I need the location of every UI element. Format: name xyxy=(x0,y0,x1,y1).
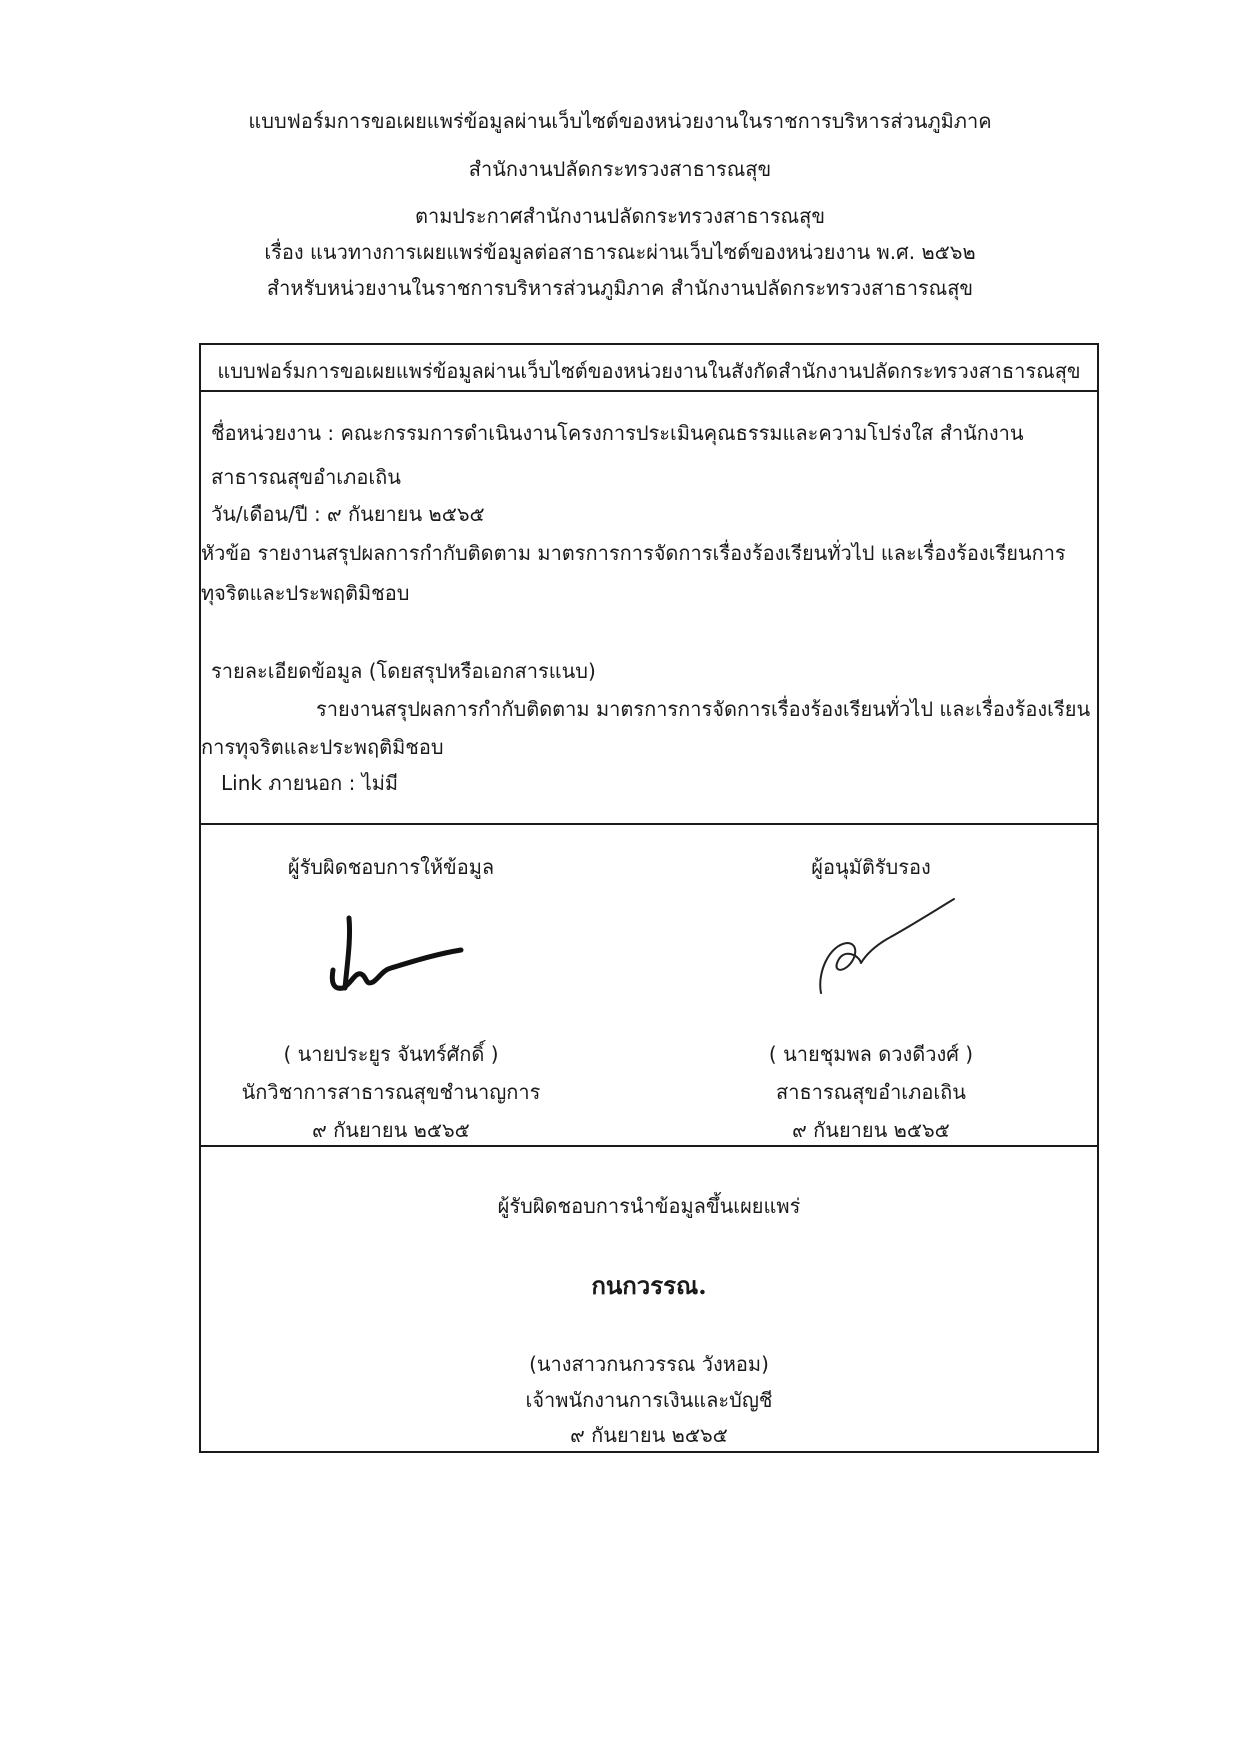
header-line-5: สำหรับหน่วยงานในราชการบริหารส่วนภูมิภาค สำนักงานปลัดกระทรวงสาธารณสุข xyxy=(266,276,974,300)
publisher-signature: กนกวรรณ. xyxy=(591,1271,707,1300)
approver-date: ๙ กันยายน ๒๕๖๕ xyxy=(792,1118,950,1142)
divider xyxy=(201,390,1097,392)
link-line: Link ภายนอก : ไม่มี xyxy=(221,771,399,795)
detail-line-2: การทุจริตและประพฤติมิชอบ xyxy=(201,735,444,759)
provider-position: นักวิชาการสาธารณสุขชำนาญการ xyxy=(241,1080,541,1104)
header-line-1: แบบฟอร์มการขอเผยแพร่ข้อมูลผ่านเว็บไซต์ของหน่วยงานในราชการบริหารส่วนภูมิภาค xyxy=(248,109,992,133)
publisher-position: เจ้าพนักงานการเงินและบัญชี xyxy=(525,1388,773,1412)
topic-line-2: ทุจริตและประพฤติมิชอบ xyxy=(201,581,410,605)
approver-signature-icon xyxy=(809,893,959,1003)
provider-role: ผู้รับผิดชอบการให้ข้อมูล xyxy=(287,855,495,879)
approver-position: สาธารณสุขอำเภอเถิน xyxy=(776,1080,966,1104)
form-title: แบบฟอร์มการขอเผยแพร่ข้อมูลผ่านเว็บไซต์ของหน่วยงานในสังกัดสำนักงานปลัดกระทรวงสาธารณสุข xyxy=(217,359,1081,383)
detail-line-1: รายงานสรุปผลการกำกับติดตาม มาตรการการจัดการเรื่องร้องเรียนทั่วไป และเรื่องร้องเรียน xyxy=(316,697,1091,721)
topic-line-1: หัวข้อ รายงานสรุปผลการกำกับติดตาม มาตรการการจัดการเรื่องร้องเรียนทั่วไป และเรื่องร้องเรียนการ xyxy=(201,541,1066,565)
divider xyxy=(201,823,1097,825)
divider xyxy=(201,1145,1097,1147)
publisher-name: (นางสาวกนกวรรณ วังหอม) xyxy=(529,1352,769,1376)
header-line-2: สำนักงานปลัดกระทรวงสาธารณสุข xyxy=(468,157,772,181)
date-line: วัน/เดือน/ปี : ๙ กันยายน ๒๕๖๕ xyxy=(211,502,485,526)
detail-label: รายละเอียดข้อมูล (โดยสรุปหรือเอกสารแนบ) xyxy=(211,659,596,683)
approver-name: ( นายชุมพล ดวงดีวงศ์ ) xyxy=(768,1042,974,1066)
provider-name: ( นายประยูร จันทร์ศักดิ์ ) xyxy=(283,1042,499,1066)
provider-date: ๙ กันยายน ๒๕๖๕ xyxy=(312,1118,470,1142)
provider-signature-icon xyxy=(321,910,471,1000)
publisher-date: ๙ กันยายน ๒๕๖๕ xyxy=(570,1423,728,1447)
header-line-4: เรื่อง แนวทางการเผยแพร่ข้อมูลต่อสาธารณะผ่านเว็บไซต์ของหน่วยงาน พ.ศ. ๒๕๖๒ xyxy=(264,240,976,264)
agency-line-2: สาธารณสุขอำเภอเถิน xyxy=(211,465,401,489)
agency-line-1: ชื่อหน่วยงาน : คณะกรรมการดำเนินงานโครงการประเมินคุณธรรมและความโปร่งใส สำนักงาน xyxy=(211,421,1024,445)
publication-form xyxy=(199,343,1099,1453)
header-line-3: ตามประกาศสำนักงานปลัดกระทรวงสาธารณสุข xyxy=(414,204,825,228)
publisher-role: ผู้รับผิดชอบการนำข้อมูลขึ้นเผยแพร่ xyxy=(497,1194,801,1218)
approver-role: ผู้อนุมัติรับรอง xyxy=(811,855,931,879)
